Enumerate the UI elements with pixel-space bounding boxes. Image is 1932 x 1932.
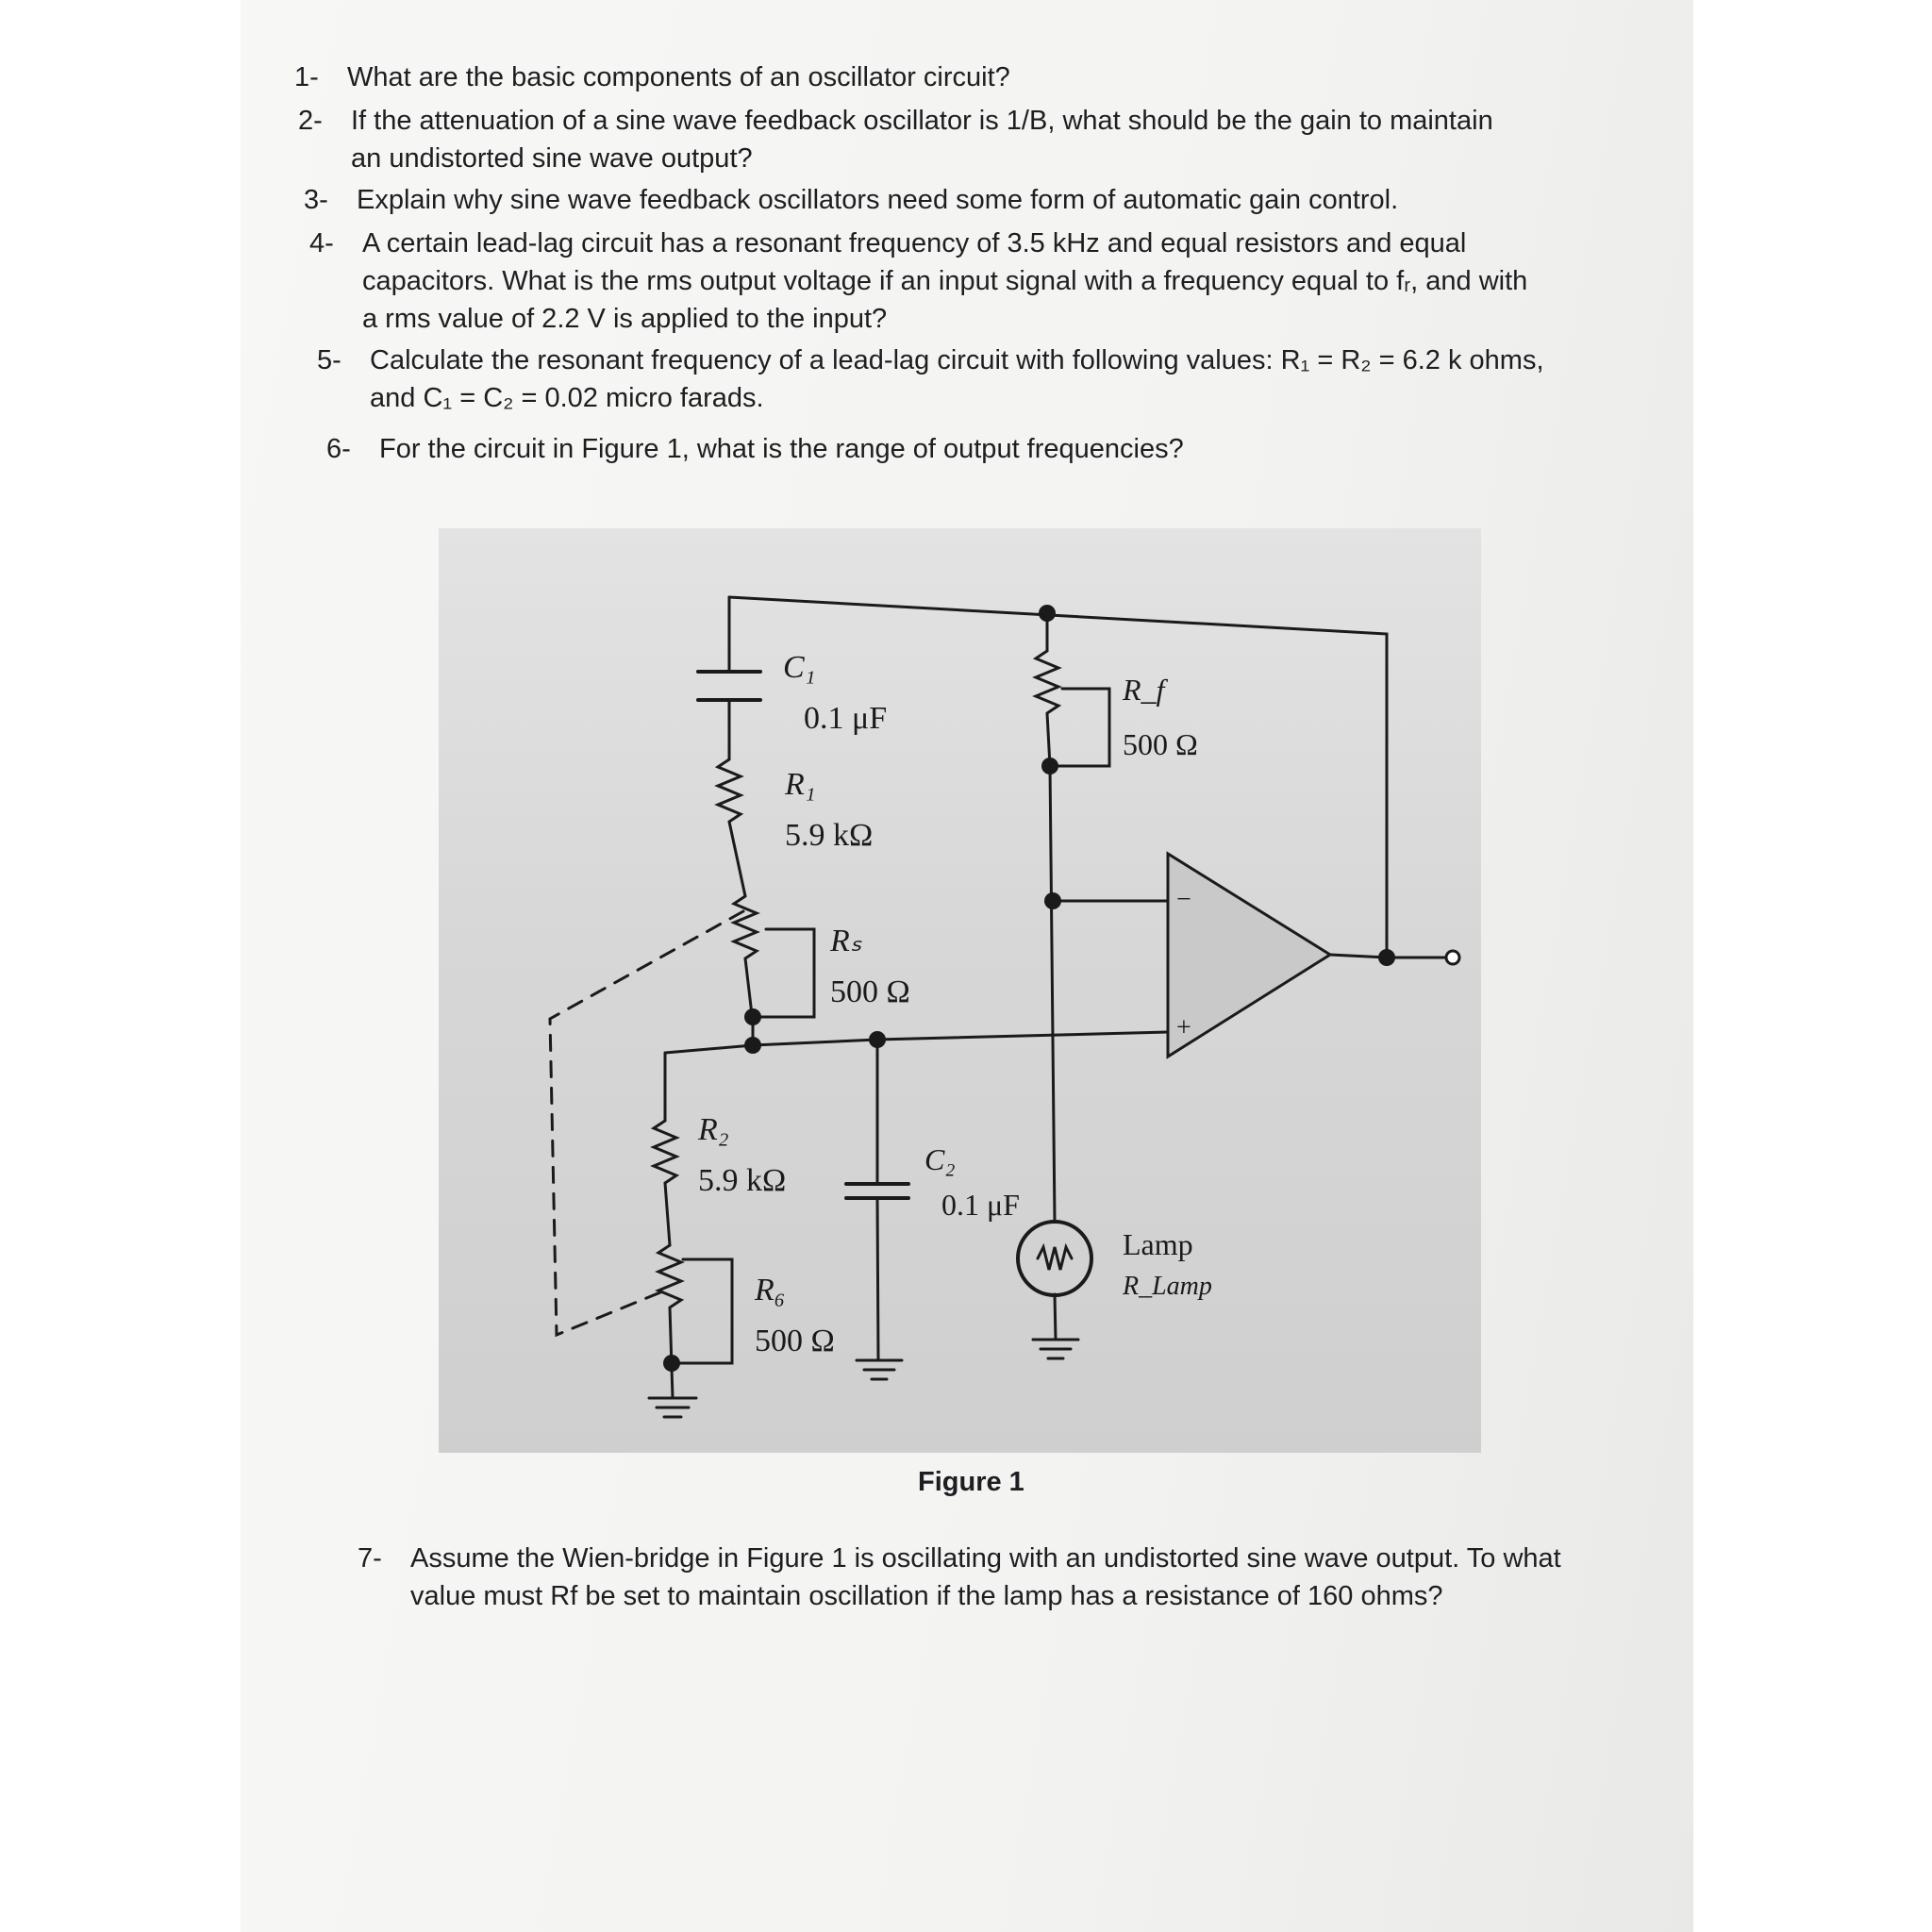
question-text: For the circuit in Figure 1, what is the range of output frequencies? [379,434,1184,464]
question-number: 5- [317,345,341,375]
resistor-r6-symbol [658,1245,681,1368]
capacitor-c2-symbol [846,1184,908,1198]
r6-wiper-loop [672,1259,732,1363]
question-text-line2: value must Rf be set to maintain oscillation if the lamp has a resistance of 160 ohms? [410,1581,1443,1611]
label-c2-value: 0.1 μF [941,1188,1020,1222]
question-7 [358,1540,1561,1615]
label-r2-name: R₂ [698,1112,729,1147]
question-text-line3: a rms value of 2.2 V is applied to the input? [362,304,888,334]
junction-dot [1039,605,1056,622]
resistor-rf-symbol [1036,651,1058,766]
resistor-r2-symbol [654,1121,676,1245]
question-number: 7- [358,1543,382,1574]
question-text-line1: A certain lead-lag circuit has a resonant frequency of 3.5 kHz and equal resistors and equal [362,228,1467,258]
label-rs-name: Rₛ [830,924,862,958]
junction-dot [1044,892,1061,909]
label-rf-name: R_f [1123,673,1165,707]
label-c1-name: C₁ [783,650,816,685]
label-lamp-name: Lamp [1123,1227,1193,1261]
label-c1-value: 0.1 μF [804,701,888,736]
question-text-line2: and C₁ = C₂ = 0.02 micro farads. [370,383,764,413]
label-c2-name: C₂ [924,1142,956,1176]
resistor-r1-symbol [718,759,745,896]
ground-symbol-c2 [857,1360,902,1379]
junction-dot [744,1008,761,1025]
question-number: 2- [298,106,323,136]
wire-c2-bottom [877,1198,878,1360]
junction-dot [869,1031,886,1048]
junction-dot [1378,949,1395,966]
question-text: What are the basic components of an oscillator circuit? [347,62,1010,92]
label-r6-name: R₆ [755,1273,786,1307]
label-r1-value: 5.9 kΩ [785,818,874,853]
output-terminal [1446,951,1459,964]
wire-lamp-ground [1055,1294,1056,1340]
rf-wiper-loop [1050,689,1109,766]
question-number: 3- [304,185,328,215]
label-rf-value: 500 Ω [1123,727,1198,761]
junction-dot [1041,758,1058,774]
question-number: 1- [294,62,319,92]
question-number: 4- [309,228,334,258]
question-text-line1: If the attenuation of a sine wave feedback oscillator is 1/B, what should be the gain to maintain [351,106,1493,136]
label-lamp-sub: R_Lamp [1123,1272,1212,1301]
label-opamp-minus: − [1176,885,1191,914]
opamp-symbol [1168,854,1330,1057]
label-r6-value: 500 Ω [755,1324,835,1358]
junction-dot [663,1355,680,1372]
question-text: Explain why sine wave feedback oscillators need some form of automatic gain control. [357,185,1399,215]
ground-symbol-lamp [1033,1340,1078,1358]
ground-symbol-r6 [649,1398,696,1417]
label-r1-name: R₁ [785,767,816,802]
figure-caption: Figure 1 [918,1467,1024,1497]
wire-top-feedback [729,597,1453,958]
question-text-line1: Assume the Wien-bridge in Figure 1 is oscillating with an undistorted sine wave output. To what [410,1543,1561,1574]
label-rs-value: 500 Ω [830,974,910,1009]
capacitor-c1-symbol [698,672,760,700]
question-text-line2: an undistorted sine wave output? [351,143,753,174]
wire-r6-ground [672,1368,673,1398]
wire-opamp-output [1330,955,1387,958]
junction-dot [744,1037,761,1054]
question-text-line1: Calculate the resonant frequency of a lead-lag circuit with following values: R₁ = R₂ = 6.2 k ohms, [370,345,1544,375]
label-r2-value: 5.9 kΩ [698,1163,787,1198]
lamp-symbol [1018,1222,1091,1295]
lamp-filament [1038,1247,1072,1270]
question-number: 6- [326,434,351,464]
rs-wiper-loop [753,929,814,1017]
label-opamp-plus: + [1176,1013,1191,1042]
question-text-line2: capacitors. What is the rms output voltage if an input signal with a frequency equal to fᵣ, and with [362,266,1528,296]
wire-rf-lamp [1050,766,1055,1222]
wire-mid-node [665,1032,1168,1053]
